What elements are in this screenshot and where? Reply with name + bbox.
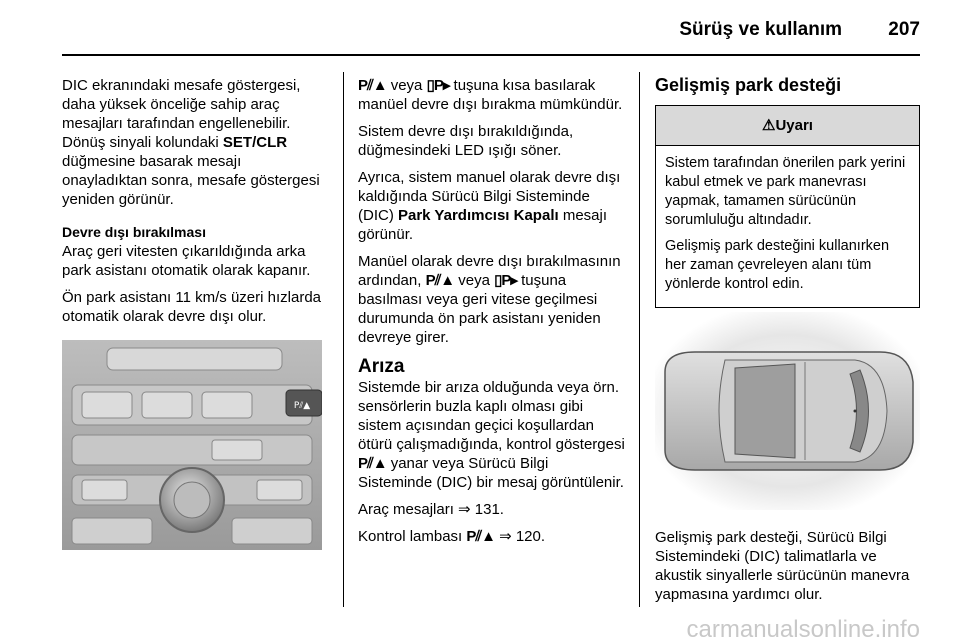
watermark: carmanualsonline.info [686, 616, 920, 642]
column-2 [358, 76, 626, 554]
column-divider-2 [639, 72, 640, 607]
park-assist-icon: P⫽▲ [466, 528, 495, 545]
warning-box [655, 105, 920, 308]
park-assist-icon: P⫽▲ [425, 272, 455, 289]
column-3 [655, 76, 920, 308]
page-header [0, 0, 960, 56]
console-illustration [62, 340, 322, 550]
header-rule [62, 54, 920, 56]
console-photo [62, 340, 322, 550]
park-assist-button-label: P⫽▲ [293, 401, 311, 411]
heading-fault: Arıza [358, 356, 405, 377]
park-assist-icon: P⫽▲ [358, 455, 387, 472]
paragraph: Ön park asistanı 11 km/s üzeri hızlarda otomatik olarak devre dışı olur. [62, 289, 321, 325]
reference-vehicle-messages: Araç mesajları ⇒ 131. [358, 501, 504, 518]
diagram-caption: Gelişmiş park desteği, Sürücü Bilgi Sistemindeki (DIC) talimatlarla ve akustik sinyallerle sürücünün manevra yapmasına yardımcı olur. [655, 529, 910, 603]
paragraph: Sistem devre dışı bırakıldığında, düğmesindeki LED ışığı söner. [358, 123, 574, 159]
paragraph: DIC ekranındaki mesafe göstergesi, daha yüksek önceliğe sahip araç mesajları tarafından engellenebilir. Dönüş sinyali kolundaki SET/CLR düğmesine basarak mesajı onayladıktan sonra, mesafe göstergesi yeniden görünür. [62, 77, 320, 208]
warning-paragraph: Sistem tarafından önerilen park yerini kabul etmek ve park manevrası yapmak, tamamen sürücünün sorumluluğu altındadır. [665, 155, 906, 228]
heading-advanced-park-assist: Gelişmiş park desteği [655, 75, 842, 95]
park-assist-icon: P⫽▲ [358, 77, 387, 94]
paragraph: Araç geri vitesten çıkarıldığında arka park asistanı otomatik olarak kapanır. [62, 243, 311, 279]
paragraph: P⫽▲ veya ▯P▸ tuşuna kısa basılarak manüel devre dışı bırakma mümkündür. [358, 77, 623, 113]
subheading-deactivation: Devre dışı bırakılması [62, 224, 206, 240]
advanced-park-icon: ▯P▸ [494, 272, 517, 289]
advanced-park-icon: ▯P▸ [426, 77, 450, 94]
section-title: Sürüş ve kullanım [679, 19, 842, 40]
warning-body [656, 146, 919, 307]
page-number: 207 [888, 19, 920, 40]
column-1 [62, 76, 330, 334]
car-sensor-diagram [655, 312, 920, 510]
column-divider-1 [343, 72, 344, 607]
warning-title: ⚠Uyarı [656, 106, 919, 146]
paragraph: Manüel olarak devre dışı bırakılmasının ardından, P⫽▲ veya ▯P▸ tuşuna basılması veya geri vitese geçilmesi durumunda ön park asistanı yeniden devreye girer. [358, 253, 621, 346]
car-top-view-illustration [655, 312, 920, 510]
paragraph: Sistemde bir arıza olduğunda veya örn. sensörlerin buzla kaplı olması gibi sistem açısından geçici koşullardan ötürü çalışmadığında, kontrol göstergesi P⫽▲ yanar veya Sürücü Bilgi Sisteminde (DIC) bir mesaj görüntülenir. [358, 379, 625, 491]
reference-control-light: Kontrol lambası P⫽▲ ⇒ 120. [358, 528, 546, 545]
paragraph: Ayrıca, sistem manuel olarak devre dışı kaldığında Sürücü Bilgi Sisteminde (DIC) Park Yardımcısı Kapalı mesajı görünür. [358, 169, 621, 243]
warning-paragraph: Gelişmiş park desteğini kullanırken her zaman çevreleyen alanı tüm yönlerde kontrol edin. [665, 238, 890, 292]
